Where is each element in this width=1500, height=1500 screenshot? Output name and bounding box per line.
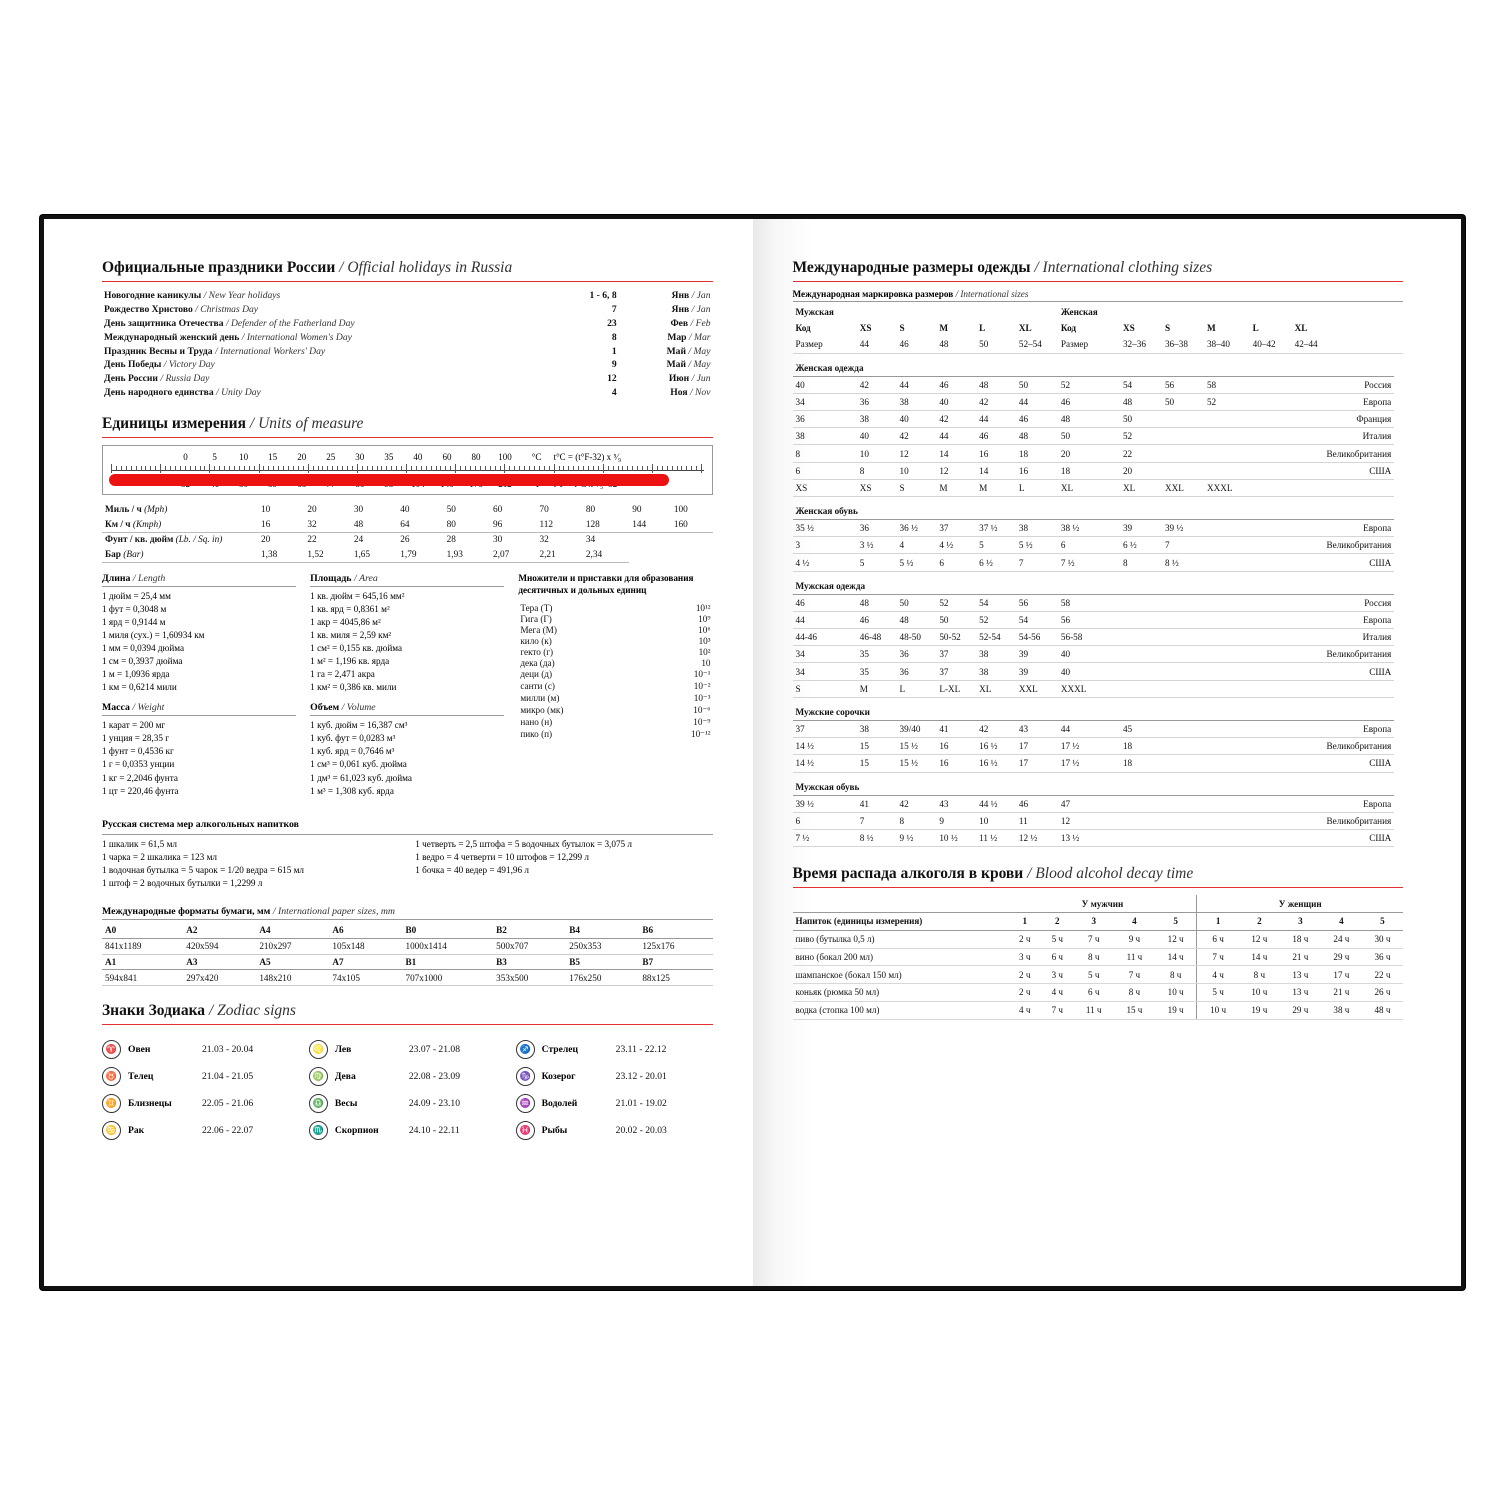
multiplier-row: кило (к) 10³ (520, 636, 711, 647)
holiday-row: День Победы / Victory Day 9 Май / May (104, 359, 711, 371)
zodiac-row (309, 1121, 506, 1140)
zodiac-name: Скорпион (334, 1125, 379, 1137)
zodiac-title: Знаки Зодиака / Zodiac signs (102, 1002, 296, 1020)
zodiac-dates: 21.03 - 20.04 (202, 1044, 254, 1056)
conversion-row: Фунт / кв. дюйм (Lb. / Sq. in) 20 22 24 26 28 30 32 34 (105, 535, 596, 546)
length-heading: Длина / Length (102, 573, 296, 587)
holiday-row: День защитника Отечества / Defender of the Fatherland Day 23 Фев / Feb (104, 317, 711, 329)
clothing-size-row: 39 ½ 41 42 43 44 ½ 46 47 Европа (793, 795, 1404, 812)
holiday-row: Праздник Весны и Труда / International Workers' Day 1 Май / May (104, 345, 711, 357)
length-item: 1 миля (сух.) = 1,60934 км (102, 629, 205, 640)
bac-section (793, 865, 1404, 1019)
volume-item: 1 м³ = 1,308 куб. ярда (310, 785, 394, 796)
multipliers-column (518, 573, 712, 806)
length-item: 1 фут = 0,3048 м (102, 603, 167, 614)
weight-item: 1 г = 0,0353 унции (102, 759, 175, 770)
zodiac-dates: 23.11 - 22.12 (615, 1044, 667, 1056)
celsius-tick-label: 10 (239, 452, 249, 463)
celsius-tick-label: 100 (498, 452, 512, 463)
area-item: 1 см² = 0,155 кв. дюйма (310, 643, 403, 653)
zodiac-dates: 23.07 - 21.08 (408, 1044, 460, 1056)
zodiac-row (309, 1067, 506, 1086)
zodiac-dates: 22.08 - 23.09 (408, 1071, 460, 1083)
clothing-group-header: Женская обувь (793, 496, 1404, 519)
zodiac-dates: 24.09 - 23.10 (408, 1098, 460, 1110)
alcohol-measure-item: 1 шкалик = 61,5 мл (102, 838, 177, 849)
intl-group-label-row: Мужская Женская (795, 307, 1098, 318)
celsius-scale (111, 452, 704, 462)
notebook-spread (40, 215, 1465, 1290)
alcohol-measures-right (415, 838, 712, 877)
bac-row: коньяк (рюмка 50 мл) 2 ч 4 ч 6 ч 8 ч 10 ч 5 ч 10 ч 13 ч 21 ч 26 ч (793, 984, 1404, 1002)
clothing-size-row: 46 48 50 52 54 56 58 Россия (793, 594, 1404, 611)
zodiac-row (102, 1067, 299, 1086)
units-section (102, 415, 713, 986)
area-item: 1 акр = 4045,86 м² (310, 616, 381, 627)
conversion-row: Км / ч (Kmph) 16 32 48 64 80 96 112 128 144 160 (102, 518, 713, 533)
holiday-row: День России / Russia Day 12 Июн / Jun (104, 373, 711, 385)
length-item: 1 ярд = 0,9144 м (102, 616, 166, 627)
zodiac-column-3 (516, 1032, 713, 1148)
alcohol-measure-item: 1 бочка = 40 ведер = 491,96 л (415, 864, 529, 875)
zodiac-row (309, 1094, 506, 1113)
area-heading: Площадь / Area (310, 573, 504, 587)
celsius-tick-label: 5 (212, 452, 217, 463)
clothing-size-row: 36 38 40 42 44 46 48 50 Франция (793, 411, 1404, 428)
multiplier-row: нано (н) 10⁻⁹ (520, 717, 711, 728)
zodiac-divider (102, 1024, 713, 1025)
clothing-size-row: XS XS S M M L XL XL XXL XXXL (793, 479, 1404, 496)
multiplier-row: дека (да) 10 (520, 658, 711, 669)
clothing-size-row: 44-46 46-48 48-50 50-52 52-54 54-56 56-58 Италия (793, 629, 1404, 646)
multipliers-heading: Множители и приставки для образования десятичных и дольных единиц (518, 572, 694, 595)
clothing-group-header: Мужская обувь (793, 772, 1404, 795)
zodiac-sign-icon: ♐ (516, 1040, 535, 1059)
volume-item: 1 дм³ = 61,023 куб. дюйма (310, 772, 413, 783)
zodiac-dates: 23.12 - 20.01 (615, 1071, 667, 1083)
weight-heading: Масса / Weight (102, 702, 296, 716)
zodiac-column-2 (309, 1032, 506, 1148)
paper-header-row: A0 A2 A4 A6 B0 B2 B4 B6 (102, 923, 713, 938)
volume-item: 1 см³ = 0,061 куб. дюйма (310, 759, 407, 770)
bac-table (793, 895, 1404, 1019)
clothing-divider (793, 281, 1404, 282)
alcohol-measure-item: 1 водочная бутылка = 5 чарок = 1/20 ведра = 615 мл (102, 864, 305, 875)
zodiac-sign-icon: ♒ (516, 1094, 535, 1113)
zodiac-sign-icon: ♏ (309, 1121, 328, 1140)
bac-divider (793, 887, 1404, 888)
bac-title: Время распада алкоголя в крови / Blood alcohol decay time (792, 865, 1194, 883)
length-item: 1 м = 1,0936 ярда (102, 669, 170, 680)
zodiac-section (102, 1002, 713, 1148)
area-item: 1 кв. ярд = 0,8361 м² (310, 603, 390, 614)
zodiac-row (516, 1040, 713, 1059)
area-item: 1 кв. миля = 2,59 км² (310, 629, 392, 640)
celsius-unit: °C (531, 452, 542, 463)
multiplier-row: санти (с) 10⁻² (520, 681, 711, 692)
holidays-title: Официальные праздники России / Official holidays in Russia (102, 259, 513, 276)
bac-group-header: У мужчин У женщин (793, 895, 1404, 912)
holiday-row: Рождество Христово / Christmas Day 7 Янв / Jan (104, 304, 711, 316)
zodiac-sign-icon: ♍ (309, 1067, 328, 1086)
celsius-tick-label: 15 (268, 452, 278, 463)
clothing-size-row: 6 7 8 9 10 11 12 Великобритания (793, 812, 1404, 829)
alcohol-measure-item: 1 ведро = 4 четверти = 10 штофов = 12,299 л (415, 851, 590, 862)
volume-item: 1 куб. дюйм = 16,387 см³ (310, 720, 408, 731)
alcohol-measure-item: 1 четверть = 2,5 штофа = 5 водочных бутылок = 3,075 л (415, 838, 633, 849)
clothing-table (793, 304, 1404, 847)
clothing-size-row: 14 ½ 15 15 ½ 16 16 ½ 17 17 ½ 18 США (793, 755, 1404, 772)
zodiac-columns (102, 1032, 713, 1148)
clothing-size-row: 40 42 44 46 48 50 52 54 56 58 Россия (793, 376, 1404, 393)
zodiac-name: Телец (128, 1071, 154, 1083)
paper-header-row: A1 A3 A5 A7 B1 B3 B5 B7 (102, 954, 713, 970)
clothing-size-row: 34 36 38 40 42 44 46 48 50 52 Европа (793, 393, 1404, 410)
celsius-tick-label: 60 (442, 452, 452, 463)
zodiac-row (516, 1067, 713, 1086)
bac-row: вино (бокал 200 мл) 3 ч 6 ч 8 ч 11 ч 14 ч 7 ч 14 ч 21 ч 29 ч 36 ч (793, 948, 1404, 966)
weight-item: 1 цт = 220,46 фунта (102, 785, 179, 796)
clothing-size-row: 3 3 ½ 4 4 ½ 5 5 ½ 6 6 ½ 7 Великобритания (793, 537, 1404, 554)
bac-row: шампанское (бокал 150 мл) 2 ч 3 ч 5 ч 7 ч 8 ч 4 ч 8 ч 13 ч 17 ч 22 ч (793, 966, 1404, 984)
length-item: 1 дюйм = 25,4 мм (102, 590, 171, 601)
measure-columns (102, 573, 713, 806)
clothing-size-row: 7 ½ 8 ½ 9 ½ 10 ½ 11 ½ 12 ½ 13 ½ США (793, 829, 1404, 846)
paper-sizes-block (102, 906, 713, 986)
celsius-tick-label: 20 (297, 452, 307, 463)
zodiac-dates: 21.01 - 19.02 (615, 1098, 667, 1110)
weight-item: 1 унция = 28,35 г (102, 733, 169, 744)
zodiac-name: Весы (334, 1098, 358, 1110)
zodiac-name: Рыбы (541, 1125, 568, 1137)
holiday-row: Международный женский день / International Women's Day 8 Мар / Mar (104, 331, 711, 343)
clothing-size-row: 8 10 12 14 16 18 20 22 Великобритания (793, 445, 1404, 462)
area-item: 1 м² = 1,196 кв. ярда (310, 656, 390, 667)
area-item: 1 кв. дюйм = 645,16 мм² (310, 590, 405, 601)
zodiac-name: Лев (334, 1044, 352, 1056)
zodiac-dates: 22.06 - 22.07 (202, 1125, 254, 1137)
holiday-row: Новогодние каникулы / New Year holidays 1 - 6, 8 Янв / Jan (104, 290, 711, 302)
length-item: 1 км = 0,6214 мили (102, 682, 177, 693)
intl-size-row: Размер 44 46 48 50 52–54 Размер 32–36 36–38 38–40 40–42 42–44 (793, 336, 1404, 353)
length-list (102, 590, 296, 695)
alcohol-measures-left (102, 838, 399, 890)
area-item: 1 га = 2,471 акра (310, 669, 375, 680)
bac-column-header: Напиток (единицы измерения) 1 2 3 4 5 1 2 3 4 5 (793, 912, 1404, 930)
zodiac-name: Овен (128, 1044, 151, 1056)
bac-row: пиво (бутылка 0,5 л) 2 ч 5 ч 7 ч 9 ч 12 ч 6 ч 12 ч 18 ч 24 ч 30 ч (793, 930, 1404, 948)
volume-heading: Объем / Volume (310, 702, 504, 716)
holiday-row: День народного единства / Unity Day 4 Ноя / Nov (104, 386, 711, 398)
zodiac-row (102, 1094, 299, 1113)
zodiac-sign-icon: ♎ (309, 1094, 328, 1113)
clothing-size-row: 6 8 10 12 14 16 18 20 США (793, 462, 1404, 479)
holidays-section (102, 259, 713, 399)
zodiac-sign-icon: ♌ (309, 1040, 328, 1059)
area-item: 1 км² = 0,386 кв. мили (310, 682, 397, 693)
multiplier-row: Мега (М) 10⁶ (520, 625, 711, 636)
alcohol-measures-block (102, 818, 713, 898)
zodiac-row (102, 1040, 299, 1059)
clothing-section (793, 259, 1404, 847)
celsius-formula: t°C = (t°F-32) x ⁵⁄₉ (553, 452, 622, 463)
zodiac-name: Близнецы (128, 1098, 172, 1110)
celsius-tick-label: 80 (471, 452, 481, 463)
alcohol-measure-item: 1 чарка = 2 шкалика = 123 мл (102, 851, 217, 862)
clothing-size-row: 14 ½ 15 15 ½ 16 16 ½ 17 17 ½ 18 Великобритания (793, 738, 1404, 755)
clothing-size-row: 35 ½ 36 36 ½ 37 37 ½ 38 38 ½ 39 39 ½ Европа (793, 520, 1404, 537)
celsius-tick-label: 0 (183, 452, 188, 463)
zodiac-column-1 (102, 1032, 299, 1148)
spread-pages (44, 219, 1461, 1286)
zodiac-dates: 22.05 - 21.06 (202, 1098, 254, 1110)
multiplier-row: микро (мк) 10⁻⁶ (520, 705, 711, 716)
paper-sizes-table (102, 923, 713, 986)
zodiac-sign-icon: ♉ (102, 1067, 121, 1086)
holidays-divider (102, 281, 713, 282)
zodiac-name: Дева (334, 1071, 356, 1083)
weight-item: 1 карат = 200 мг (102, 720, 166, 731)
volume-list (310, 719, 504, 797)
intl-sizes-note: Международная маркировка размеров / International sizes (793, 289, 1404, 302)
clothing-group-header: Женская одежда (793, 353, 1404, 376)
weight-item: 1 фунт = 0,4536 кг (102, 746, 174, 757)
length-item: 1 см = 0,3937 дюйма (102, 656, 183, 667)
clothing-group-header: Мужская одежда (793, 571, 1404, 594)
clothing-size-row: 4 ½ 5 5 ½ 6 6 ½ 7 7 ½ 8 8 ½ США (793, 554, 1404, 571)
zodiac-sign-icon: ♈ (102, 1040, 121, 1059)
units-divider (102, 437, 713, 438)
clothing-size-row: 37 38 39/40 41 42 43 44 45 Европа (793, 720, 1404, 737)
zodiac-dates: 24.10 - 22.11 (408, 1125, 460, 1137)
multipliers-table (518, 603, 712, 741)
zodiac-name: Козерог (541, 1071, 576, 1083)
alcohol-measures-heading: Русская система мер алкогольных напитков (102, 818, 713, 835)
alcohol-measure-item: 1 штоф = 2 водочных бутылки = 1,2299 л (102, 878, 263, 889)
zodiac-row (102, 1121, 299, 1140)
zodiac-name: Водолей (541, 1098, 578, 1110)
clothing-group-header: Мужские сорочки (793, 697, 1404, 720)
zodiac-sign-icon: ♊ (102, 1094, 121, 1113)
zodiac-dates: 20.02 - 20.03 (615, 1125, 667, 1137)
paper-sizes-heading: Международные форматы бумаги, мм / International paper sizes, mm (102, 906, 713, 920)
multiplier-row: Гига (Г) 10⁹ (520, 614, 711, 625)
area-volume-column (310, 573, 504, 806)
clothing-size-row: 34 35 36 37 38 39 40 Великобритания (793, 646, 1404, 663)
units-title: Единицы измерения / Units of measure (102, 415, 364, 433)
zodiac-name: Стрелец (541, 1044, 579, 1056)
paper-value-row: 594x841 297x420 148x210 74x105 707x1000 353x500 176x250 88x125 (102, 970, 713, 986)
zodiac-name: Рак (128, 1125, 145, 1137)
conversion-row: Бар (Bar) 1,38 1,52 1,65 1,79 1,93 2,07 2,21 2,34 (102, 547, 713, 562)
clothing-title: Международные размеры одежды / International clothing sizes (792, 259, 1213, 276)
bac-row: водка (стопка 100 мл) 4 ч 7 ч 11 ч 15 ч 19 ч 10 ч 19 ч 29 ч 38 ч 48 ч (793, 1001, 1404, 1019)
volume-item: 1 куб. ярд = 0,7646 м³ (310, 746, 395, 757)
thermometer-converter (102, 445, 713, 495)
right-page (753, 219, 1462, 1286)
zodiac-sign-icon: ♑ (516, 1067, 535, 1086)
paper-value-row: 841x1189 420x594 210x297 105x148 1000x1414 500x707 250x353 125x176 (102, 938, 713, 954)
clothing-size-row: S M L L-XL XL XXL XXXL (793, 680, 1404, 697)
multiplier-row: деци (д) 10⁻¹ (520, 669, 711, 680)
thermometer-mercury (109, 474, 669, 486)
left-page (44, 219, 753, 1286)
zodiac-row (516, 1094, 713, 1113)
multiplier-row: гекто (г) 10² (520, 647, 711, 658)
area-list (310, 590, 504, 695)
conversion-row: Миль / ч (Mph) 10 20 30 40 50 60 70 80 90 100 (105, 505, 688, 516)
multiplier-row: милли (м) 10⁻³ (520, 693, 711, 704)
multiplier-row: пико (п) 10⁻¹² (520, 729, 711, 740)
zodiac-dates: 21.04 - 21.05 (202, 1071, 254, 1083)
clothing-size-row: 38 40 42 44 46 48 50 52 Италия (793, 428, 1404, 445)
celsius-tick-label: 35 (384, 452, 394, 463)
speed-pressure-table (102, 503, 713, 563)
celsius-tick-label: 40 (413, 452, 423, 463)
clothing-size-row: 44 46 48 50 52 54 56 Европа (793, 611, 1404, 628)
length-weight-column (102, 573, 296, 806)
zodiac-row (309, 1040, 506, 1059)
zodiac-sign-icon: ♓ (516, 1121, 535, 1140)
celsius-tick-label: 25 (326, 452, 336, 463)
intl-code-row: Код XS S M L XL Код XS S M L XL (795, 323, 1308, 334)
zodiac-sign-icon: ♋ (102, 1121, 121, 1140)
multiplier-row: Тера (Т) 10¹² (520, 603, 711, 614)
clothing-size-row: 34 35 36 37 38 39 40 США (793, 663, 1404, 680)
celsius-tick-label: 30 (355, 452, 365, 463)
weight-item: 1 кг = 2,2046 фунта (102, 772, 178, 783)
length-item: 1 мм = 0,0394 дюйма (102, 643, 185, 653)
zodiac-row (516, 1121, 713, 1140)
holidays-table (102, 289, 713, 399)
volume-item: 1 куб. фут = 0,0283 м³ (310, 733, 396, 744)
weight-list (102, 719, 296, 797)
